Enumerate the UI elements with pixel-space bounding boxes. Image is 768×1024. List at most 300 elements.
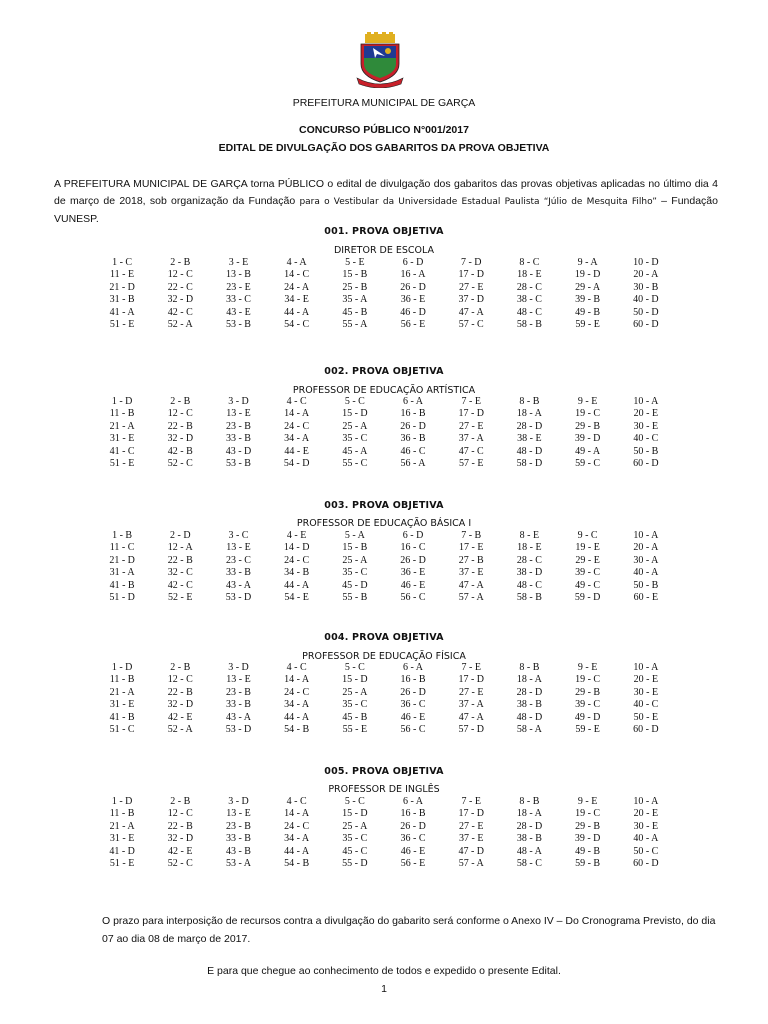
answer-cell: 56 - C bbox=[400, 592, 426, 604]
answer-cell: 36 - B bbox=[400, 433, 426, 445]
answer-cell: 48 - A bbox=[516, 845, 542, 857]
answer-cell: 49 - B bbox=[575, 306, 601, 318]
answer-cell: 12 - C bbox=[167, 408, 193, 420]
table-row bbox=[93, 858, 675, 870]
answer-cell: 41 - A bbox=[109, 306, 135, 318]
answer-cell: 7 - E bbox=[461, 796, 481, 807]
answer-table bbox=[93, 796, 675, 870]
answer-cell: 48 - C bbox=[516, 579, 542, 591]
answer-cell: 40 - C bbox=[633, 433, 659, 445]
answer-cell: 11 - B bbox=[109, 808, 135, 820]
answer-cell: 39 - B bbox=[575, 294, 601, 306]
answer-cell: 28 - D bbox=[516, 420, 543, 432]
answer-cell: 31 - A bbox=[109, 567, 135, 579]
answer-cell: 13 - E bbox=[226, 674, 251, 686]
answer-cell: 60 - D bbox=[633, 858, 659, 870]
appeal-notice: O prazo para interposição de recursos contra a divulgação do gabarito será conforme o Anexo IV – Do Cronograma Previsto, do dia 07 ao dia 08 de março de 2017. bbox=[102, 915, 716, 945]
answer-cell: 58 - C bbox=[516, 858, 542, 870]
answer-cell: 55 - C bbox=[342, 458, 368, 470]
answer-cell: 7 - D bbox=[460, 257, 482, 268]
answer-cell: 10 - A bbox=[633, 796, 659, 807]
answer-cell: 57 - E bbox=[458, 458, 484, 470]
answer-cell: 60 - E bbox=[633, 592, 659, 604]
answer-cell: 57 - A bbox=[458, 592, 484, 604]
answer-cell: 26 - D bbox=[400, 686, 426, 698]
answer-cell: 21 - A bbox=[109, 820, 135, 832]
answer-cell: 8 - B bbox=[519, 796, 540, 807]
table-row bbox=[93, 282, 675, 294]
answer-cell: 2 - B bbox=[170, 796, 191, 807]
section-title: 002. PROVA OBJETIVA bbox=[324, 366, 444, 377]
answer-cell: 24 - C bbox=[284, 686, 310, 698]
answer-cell: 1 - D bbox=[111, 396, 133, 407]
answer-cell: 3 - C bbox=[228, 530, 249, 541]
answer-cell: 58 - B bbox=[516, 319, 542, 331]
answer-cell: 49 - D bbox=[574, 711, 601, 723]
answer-cell: 31 - B bbox=[109, 294, 135, 306]
section-title: 004. PROVA OBJETIVA bbox=[324, 632, 444, 643]
table-row bbox=[93, 846, 675, 858]
answer-cell: 11 - E bbox=[110, 269, 135, 281]
answer-cell: 55 - E bbox=[342, 724, 368, 736]
intro-text-1: A PREFEITURA MUNICIPAL DE GARÇA torna PÚBLICO o edital de divulgação dos gabaritos das provas objetivas aplicadas no último dia 4 de março de 2018, sob organização da Fundação bbox=[54, 178, 718, 207]
answer-cell: 45 - D bbox=[342, 579, 368, 591]
answer-cell: 57 - C bbox=[458, 319, 484, 331]
section-subtitle: DIRETOR DE ESCOLA bbox=[333, 245, 435, 256]
answer-cell: 58 - A bbox=[516, 724, 542, 736]
table-row bbox=[93, 530, 675, 542]
answer-cell: 34 - E bbox=[284, 294, 309, 306]
answer-cell: 26 - D bbox=[400, 554, 426, 566]
answer-cell: 49 - B bbox=[575, 845, 601, 857]
answer-cell: 2 - D bbox=[170, 530, 191, 541]
answer-cell: 14 - A bbox=[284, 674, 310, 686]
table-row bbox=[93, 257, 675, 269]
table-row bbox=[93, 712, 675, 724]
answer-cell: 22 - B bbox=[167, 686, 193, 698]
answer-cell: 39 - C bbox=[575, 699, 601, 711]
answer-cell: 4 - C bbox=[286, 396, 307, 407]
answer-cell: 20 - E bbox=[633, 674, 659, 686]
answer-cell: 13 - B bbox=[225, 269, 251, 281]
table-row bbox=[93, 592, 675, 604]
answer-cell: 28 - D bbox=[516, 686, 543, 698]
answer-cell: 12 - C bbox=[167, 674, 193, 686]
answer-cell: 56 - E bbox=[400, 858, 426, 870]
answer-cell: 56 - C bbox=[400, 724, 426, 736]
answer-cell: 33 - B bbox=[225, 833, 251, 845]
answer-cell: 10 - A bbox=[633, 662, 659, 673]
answer-cell: 3 - D bbox=[228, 662, 249, 673]
answer-cell: 19 - C bbox=[575, 674, 601, 686]
answer-cell: 7 - E bbox=[461, 396, 481, 407]
answer-cell: 27 - E bbox=[458, 686, 484, 698]
answer-cell: 12 - C bbox=[167, 808, 193, 820]
answer-cell: 24 - A bbox=[284, 281, 310, 293]
answer-cell: 18 - E bbox=[517, 269, 542, 281]
answer-cell: 55 - B bbox=[342, 592, 368, 604]
answer-cell: 51 - E bbox=[109, 458, 135, 470]
table-row bbox=[93, 421, 675, 433]
answer-cell: 55 - A bbox=[342, 319, 368, 331]
answer-cell: 34 - B bbox=[284, 567, 310, 579]
answer-cell: 53 - D bbox=[225, 592, 252, 604]
answer-cell: 20 - E bbox=[633, 808, 659, 820]
answer-cell: 54 - B bbox=[284, 724, 310, 736]
answer-cell: 42 - C bbox=[167, 579, 193, 591]
answer-cell: 14 - A bbox=[284, 408, 310, 420]
answer-cell: 37 - A bbox=[458, 699, 484, 711]
answer-cell: 33 - B bbox=[225, 567, 251, 579]
table-row bbox=[93, 294, 675, 306]
answer-cell: 34 - A bbox=[284, 433, 310, 445]
answer-cell: 19 - E bbox=[575, 542, 600, 554]
table-row bbox=[93, 808, 675, 820]
answer-cell: 15 - D bbox=[342, 408, 368, 420]
answer-cell: 9 - A bbox=[577, 257, 598, 268]
answer-cell: 2 - B bbox=[170, 662, 191, 673]
answer-cell: 23 - C bbox=[225, 554, 251, 566]
answer-cell: 51 - E bbox=[109, 319, 135, 331]
answer-cell: 44 - E bbox=[284, 445, 309, 457]
answer-cell: 4 - C bbox=[286, 662, 307, 673]
answer-cell: 6 - A bbox=[403, 396, 424, 407]
answer-cell: 31 - E bbox=[109, 433, 135, 445]
answer-cell: 47 - A bbox=[458, 711, 484, 723]
answer-cell: 52 - C bbox=[167, 858, 193, 870]
table-row bbox=[93, 699, 675, 711]
answer-cell: 24 - C bbox=[284, 820, 310, 832]
answer-cell: 44 - A bbox=[284, 845, 310, 857]
answer-cell: 37 - A bbox=[458, 433, 484, 445]
answer-cell: 43 - A bbox=[225, 711, 251, 723]
answer-cell: 35 - C bbox=[342, 567, 368, 579]
answer-cell: 14 - D bbox=[283, 542, 310, 554]
answer-cell: 50 - E bbox=[633, 711, 659, 723]
section-title: 005. PROVA OBJETIVA bbox=[324, 766, 444, 777]
answer-cell: 47 - C bbox=[458, 445, 484, 457]
answer-cell: 17 - D bbox=[458, 674, 484, 686]
answer-cell: 30 - B bbox=[633, 281, 659, 293]
table-row bbox=[93, 269, 675, 281]
answer-cell: 22 - C bbox=[167, 281, 193, 293]
answer-cell: 16 - C bbox=[400, 542, 426, 554]
section-subtitle: PROFESSOR DE EDUCAÇÃO ARTÍSTICA bbox=[292, 385, 476, 396]
answer-cell: 31 - E bbox=[109, 699, 135, 711]
answer-cell: 16 - B bbox=[400, 674, 426, 686]
answer-cell: 19 - C bbox=[575, 808, 601, 820]
answer-table bbox=[93, 662, 675, 736]
answer-cell: 26 - D bbox=[400, 281, 426, 293]
page-number: 1 bbox=[381, 983, 387, 995]
answer-cell: 59 - B bbox=[575, 858, 601, 870]
answer-cell: 11 - B bbox=[109, 674, 135, 686]
answer-cell: 52 - A bbox=[167, 724, 193, 736]
answer-cell: 47 - D bbox=[458, 845, 484, 857]
contest-title: CONCURSO PÚBLICO N°001/2017 bbox=[299, 124, 469, 136]
answer-cell: 44 - A bbox=[284, 306, 310, 318]
table-row bbox=[93, 555, 675, 567]
answer-cell: 27 - E bbox=[458, 420, 484, 432]
answer-cell: 40 - A bbox=[633, 567, 659, 579]
answer-cell: 2 - B bbox=[170, 396, 191, 407]
answer-cell: 53 - B bbox=[225, 319, 251, 331]
answer-cell: 46 - E bbox=[400, 845, 426, 857]
answer-cell: 16 - B bbox=[400, 408, 426, 420]
answer-cell: 10 - D bbox=[633, 257, 659, 268]
answer-cell: 32 - D bbox=[167, 699, 194, 711]
answer-cell: 10 - A bbox=[633, 396, 659, 407]
answer-cell: 32 - D bbox=[167, 433, 194, 445]
answer-cell: 6 - A bbox=[403, 796, 424, 807]
answer-cell: 59 - C bbox=[575, 458, 601, 470]
answer-cell: 3 - E bbox=[228, 257, 249, 268]
closing-text: E para que chegue ao conhecimento de todos e expedido o presente Edital. bbox=[207, 965, 561, 977]
table-row bbox=[93, 833, 675, 845]
answer-cell: 28 - C bbox=[516, 554, 542, 566]
answer-cell: 41 - B bbox=[109, 579, 135, 591]
answer-cell: 52 - C bbox=[167, 458, 193, 470]
answer-cell: 36 - E bbox=[400, 294, 426, 306]
answer-cell: 59 - E bbox=[575, 319, 600, 331]
answer-cell: 45 - B bbox=[342, 711, 368, 723]
table-row bbox=[93, 674, 675, 686]
answer-cell: 18 - A bbox=[516, 408, 542, 420]
answer-cell: 33 - B bbox=[225, 699, 251, 711]
answer-cell: 16 - B bbox=[400, 808, 426, 820]
table-row bbox=[93, 687, 675, 699]
intro-text-3: – Fundação VUNESP. bbox=[54, 195, 718, 225]
answer-cell: 25 - A bbox=[342, 554, 368, 566]
answer-cell: 18 - E bbox=[517, 542, 542, 554]
answer-cell: 48 - C bbox=[516, 306, 542, 318]
answer-cell: 51 - C bbox=[109, 724, 135, 736]
answer-cell: 21 - A bbox=[109, 420, 135, 432]
answer-cell: 48 - D bbox=[516, 711, 543, 723]
answer-cell: 21 - D bbox=[109, 554, 135, 566]
answer-cell: 51 - D bbox=[109, 592, 135, 604]
answer-cell: 11 - C bbox=[109, 542, 135, 554]
answer-cell: 16 - A bbox=[400, 269, 426, 281]
answer-cell: 19 - D bbox=[574, 269, 601, 281]
answer-cell: 15 - B bbox=[342, 269, 368, 281]
answer-cell: 9 - C bbox=[577, 530, 598, 541]
answer-cell: 50 - B bbox=[633, 579, 659, 591]
table-row bbox=[93, 662, 675, 674]
answer-cell: 18 - A bbox=[516, 674, 542, 686]
answer-cell: 49 - C bbox=[575, 579, 601, 591]
answer-cell: 11 - B bbox=[109, 408, 135, 420]
answer-cell: 59 - D bbox=[574, 592, 601, 604]
answer-cell: 46 - E bbox=[400, 711, 426, 723]
organization-name: PREFEITURA MUNICIPAL DE GARÇA bbox=[292, 97, 476, 109]
answer-cell: 9 - E bbox=[577, 396, 598, 407]
answer-cell: 1 - C bbox=[112, 257, 133, 268]
answer-cell: 42 - E bbox=[168, 845, 193, 857]
answer-cell: 53 - A bbox=[225, 858, 251, 870]
answer-cell: 35 - A bbox=[342, 294, 368, 306]
answer-cell: 44 - A bbox=[284, 579, 310, 591]
answer-cell: 22 - B bbox=[167, 420, 193, 432]
answer-cell: 33 - C bbox=[225, 294, 251, 306]
answer-cell: 30 - E bbox=[633, 420, 659, 432]
answer-cell: 59 - E bbox=[575, 724, 600, 736]
answer-cell: 42 - C bbox=[167, 306, 193, 318]
answer-cell: 38 - E bbox=[517, 433, 542, 445]
answer-cell: 8 - E bbox=[519, 530, 540, 541]
answer-cell: 1 - B bbox=[112, 530, 133, 541]
answer-cell: 43 - A bbox=[225, 579, 251, 591]
table-row bbox=[93, 458, 675, 470]
answer-cell: 26 - D bbox=[400, 420, 426, 432]
answer-cell: 20 - E bbox=[633, 408, 659, 420]
answer-cell: 32 - D bbox=[167, 833, 194, 845]
answer-cell: 31 - E bbox=[109, 833, 135, 845]
answer-cell: 45 - C bbox=[342, 845, 368, 857]
answer-cell: 54 - B bbox=[284, 858, 310, 870]
answer-cell: 12 - C bbox=[167, 269, 193, 281]
answer-cell: 4 - C bbox=[286, 796, 307, 807]
section-title: 001. PROVA OBJETIVA bbox=[324, 226, 444, 237]
table-row bbox=[93, 542, 675, 554]
answer-cell: 50 - C bbox=[633, 845, 659, 857]
answer-cell: 4 - A bbox=[286, 257, 307, 268]
answer-cell: 15 - D bbox=[342, 808, 368, 820]
answer-cell: 50 - D bbox=[633, 306, 659, 318]
answer-cell: 29 - A bbox=[575, 281, 601, 293]
section-subtitle: PROFESSOR DE EDUCAÇÃO FÍSICA bbox=[302, 651, 466, 662]
answer-cell: 37 - D bbox=[458, 294, 484, 306]
answer-cell: 30 - E bbox=[633, 820, 659, 832]
answer-cell: 37 - E bbox=[458, 833, 484, 845]
answer-cell: 27 - B bbox=[458, 554, 484, 566]
answer-cell: 5 - C bbox=[344, 662, 365, 673]
answer-cell: 27 - E bbox=[458, 281, 484, 293]
answer-cell: 4 - E bbox=[286, 530, 307, 541]
section-subtitle: PROFESSOR DE INGLÊS bbox=[328, 784, 440, 795]
answer-cell: 29 - E bbox=[575, 554, 600, 566]
answer-cell: 46 - E bbox=[400, 579, 426, 591]
answer-cell: 53 - D bbox=[225, 724, 252, 736]
table-row bbox=[93, 580, 675, 592]
answer-cell: 43 - D bbox=[225, 445, 252, 457]
answer-cell: 47 - A bbox=[458, 579, 484, 591]
answer-cell: 39 - D bbox=[574, 433, 601, 445]
answer-cell: 3 - D bbox=[228, 396, 249, 407]
table-row bbox=[93, 433, 675, 445]
answer-cell: 17 - D bbox=[458, 408, 484, 420]
answer-cell: 40 - A bbox=[633, 833, 659, 845]
answer-cell: 60 - D bbox=[633, 724, 659, 736]
answer-cell: 6 - D bbox=[402, 257, 424, 268]
table-row bbox=[93, 724, 675, 736]
answer-cell: 33 - B bbox=[225, 433, 251, 445]
answer-cell: 57 - D bbox=[458, 724, 484, 736]
answer-cell: 15 - B bbox=[342, 542, 368, 554]
table-row bbox=[93, 307, 675, 319]
answer-cell: 48 - D bbox=[516, 445, 543, 457]
answer-cell: 47 - A bbox=[458, 306, 484, 318]
answer-cell: 1 - D bbox=[111, 662, 133, 673]
answer-cell: 8 - C bbox=[519, 257, 540, 268]
answer-cell: 23 - B bbox=[225, 420, 251, 432]
answer-cell: 20 - A bbox=[633, 269, 659, 281]
answer-cell: 2 - B bbox=[170, 257, 191, 268]
answer-cell: 36 - E bbox=[400, 567, 426, 579]
answer-cell: 14 - A bbox=[284, 808, 310, 820]
answer-cell: 57 - A bbox=[458, 858, 484, 870]
answer-cell: 27 - E bbox=[458, 820, 484, 832]
intro-text-2: para o Vestibular da Universidade Estadual Paulista “Júlio de Mesquita Filho” bbox=[299, 197, 657, 207]
answer-cell: 24 - C bbox=[284, 420, 310, 432]
answer-cell: 36 - C bbox=[400, 833, 426, 845]
answer-cell: 15 - D bbox=[342, 674, 368, 686]
answer-cell: 5 - E bbox=[345, 257, 365, 268]
answer-table bbox=[93, 530, 675, 604]
answer-cell: 24 - C bbox=[284, 554, 310, 566]
answer-cell: 44 - A bbox=[284, 711, 310, 723]
answer-cell: 7 - B bbox=[461, 530, 482, 541]
table-row bbox=[93, 567, 675, 579]
edital-title: EDITAL DE DIVULGAÇÃO DOS GABARITOS DA PROVA OBJETIVA bbox=[218, 142, 550, 154]
table-row bbox=[93, 821, 675, 833]
answer-cell: 26 - D bbox=[400, 820, 426, 832]
answer-cell: 10 - A bbox=[633, 530, 659, 541]
answer-cell: 17 - E bbox=[458, 542, 484, 554]
answer-cell: 13 - E bbox=[226, 408, 251, 420]
answer-cell: 54 - E bbox=[284, 592, 309, 604]
section-title: 003. PROVA OBJETIVA bbox=[324, 500, 444, 511]
answer-cell: 56 - A bbox=[400, 458, 426, 470]
answer-cell: 39 - C bbox=[575, 567, 601, 579]
answer-cell: 28 - D bbox=[516, 820, 543, 832]
answer-cell: 13 - E bbox=[226, 542, 251, 554]
answer-cell: 40 - C bbox=[633, 699, 659, 711]
answer-cell: 35 - C bbox=[342, 833, 368, 845]
answer-cell: 28 - C bbox=[516, 281, 542, 293]
answer-cell: 7 - E bbox=[461, 662, 481, 673]
answer-cell: 55 - D bbox=[342, 858, 368, 870]
answer-cell: 58 - D bbox=[516, 458, 543, 470]
answer-cell: 32 - C bbox=[167, 567, 193, 579]
answer-cell: 29 - B bbox=[575, 820, 601, 832]
answer-cell: 40 - D bbox=[633, 294, 659, 306]
answer-cell: 53 - B bbox=[225, 458, 251, 470]
table-row bbox=[93, 396, 675, 408]
answer-cell: 19 - C bbox=[575, 408, 601, 420]
answer-cell: 42 - B bbox=[167, 445, 193, 457]
answer-cell: 23 - E bbox=[226, 281, 251, 293]
answer-cell: 50 - B bbox=[633, 445, 659, 457]
answer-cell: 32 - D bbox=[167, 294, 194, 306]
answer-cell: 60 - D bbox=[633, 458, 659, 470]
answer-cell: 29 - B bbox=[575, 420, 601, 432]
answer-cell: 25 - A bbox=[342, 420, 368, 432]
answer-cell: 39 - D bbox=[574, 833, 601, 845]
answer-cell: 23 - B bbox=[225, 686, 251, 698]
answer-cell: 51 - E bbox=[109, 858, 135, 870]
answer-cell: 46 - C bbox=[400, 445, 426, 457]
answer-cell: 8 - B bbox=[519, 396, 540, 407]
answer-cell: 5 - A bbox=[344, 530, 365, 541]
answer-cell: 30 - A bbox=[633, 554, 659, 566]
answer-cell: 41 - D bbox=[109, 845, 135, 857]
answer-table bbox=[93, 257, 675, 331]
answer-cell: 54 - C bbox=[284, 319, 310, 331]
answer-cell: 23 - B bbox=[225, 820, 251, 832]
answer-cell: 35 - C bbox=[342, 699, 368, 711]
answer-cell: 6 - D bbox=[402, 530, 424, 541]
